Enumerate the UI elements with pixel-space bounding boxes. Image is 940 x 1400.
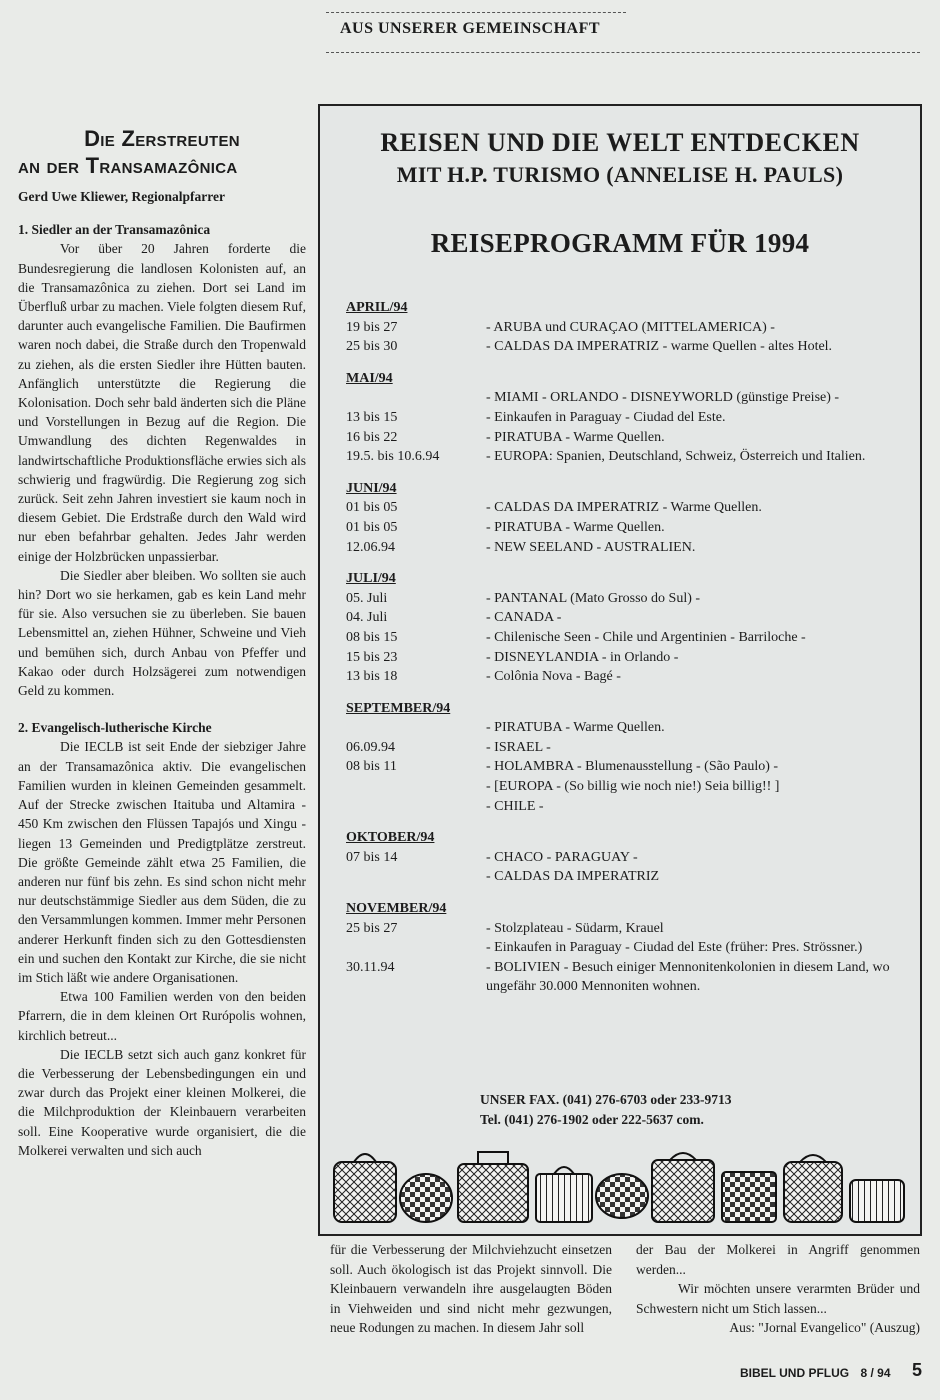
schedule-date [346, 797, 486, 817]
schedule-destination: - CHILE - [486, 798, 544, 814]
month-heading: JULI/94 [346, 571, 396, 587]
schedule-destination: - NEW SEELAND - AUSTRALIEN. [486, 539, 696, 555]
schedule-row [346, 648, 906, 668]
schedule-destination: - CALDAS DA IMPERATRIZ - warme Quellen - altes Hotel. [486, 339, 833, 355]
schedule-destination: - Einkaufen in Paraguay - Ciudad del Este (früher: Pres. Strössner.) [486, 940, 863, 956]
schedule-row [346, 919, 906, 939]
schedule-date: 07 bis 14 [346, 849, 398, 865]
schedule-destination: - BOLIVIEN - Besuch einiger Mennonitenkolonien in diesem Land, wo ungefähr 30.000 Mennoniten wohnen. [486, 959, 890, 995]
schedule-destination: - Einkaufen in Paraguay - Ciudad del Este. [486, 409, 726, 425]
month-heading: JUNI/94 [346, 480, 397, 496]
section2-paragraph2: Etwa 100 Familien werden von den beiden Pfarrern, die in dem kleinen Ort Rurópolis wohnen, kirchlich betreut... [18, 989, 306, 1043]
schedule-destination: - CHACO - PARAGUAY - [486, 849, 638, 865]
schedule-destination: - MIAMI - ORLANDO - DISNEYWORLD (günstige Preise) - [486, 390, 840, 406]
section1-paragraph1: Vor über 20 Jahren forderte die Bundesregierung die landlosen Kolonisten auf, an die Transamazônica zu ziehen. Dort sei Land im Überfluß urbar zu machen. Viele folgten diesem Ruf, darunter auch evangelische Familien. Die Baufirmen waren noch dabei, die Straße durch den Tropenwald zu ziehen, als die ersten Siedler ihre Hütten bauten. Anfänglich unterstützte die Regierung die Kolonisation. Doch sehr bald änderten sich die Pläne und Vorstellungen in Bezug auf die Region. Die Umwandlung des dichten Regenwaldes in landwirtschaftliche Produktionsfläche erwies sich als schwierig und fragwürdig. Die Regierung zog sich zurück. Seit zehn Jahren investiert sie kaum noch in diesem Gebiet. Die Erdstraße durch den Wald wird nur eben befahrbar gehalten. Jedes Jahr werden einige der Holzbrücken unpassierbar. [18, 241, 306, 564]
schedule-destination: - HOLAMBRA - Blumenausstellung - (São Paulo) - [486, 759, 779, 775]
bottom-column-2-paragraph1: der Bau der Molkerei in Angriff genommen werden... [636, 1242, 920, 1277]
schedule-date [346, 718, 486, 738]
month-heading: MAI/94 [346, 370, 393, 386]
month-heading: SEPTEMBER/94 [346, 700, 451, 716]
bottom-column-2 [636, 1240, 920, 1338]
bottom-column-1-text: für die Verbesserung der Milchviehzucht einsetzen soll. Auch ökologisch ist das Projekt sinnvoll. Die Kleinbauern verwandeln ihre ausgelaugten Böden in Viehweiden und sind nicht mehr gezwungen, neue Rodungen zu machen. In diesem Jahr soll [330, 1242, 612, 1335]
schedule-destination: - EUROPA: Spanien, Deutschland, Schweiz, Österreich und Italien. [486, 449, 866, 465]
schedule-destination: - DISNEYLANDIA - in Orlando - [486, 649, 679, 665]
month-heading: NOVEMBER/94 [346, 901, 447, 917]
article-title [18, 125, 306, 179]
schedule-date [346, 777, 486, 797]
schedule-destination: - [EUROPA - (So billig wie noch nie!) Seia billig!! ] [486, 779, 780, 795]
schedule-row [346, 589, 906, 609]
schedule-date: 01 bis 05 [346, 500, 398, 516]
schedule-date: 12.06.94 [346, 539, 395, 555]
schedule-row [346, 867, 906, 887]
article-column [18, 125, 306, 1160]
schedule-row [346, 848, 906, 868]
schedule-row [346, 388, 906, 408]
schedule-destination: - CALDAS DA IMPERATRIZ - Warme Quellen. [486, 500, 762, 516]
schedule-row [346, 498, 906, 518]
program-title: REISEPROGRAMM FÜR 1994 [430, 228, 810, 258]
schedule-date: 08 bis 15 [346, 629, 398, 645]
schedule-row [346, 538, 906, 558]
section1-paragraph2: Die Siedler aber bleiben. Wo sollten sie auch hin? Dort wo sie herkamen, gab es kein Land mehr für sie. Also versuchen sie zu überleben. Sie bauen Lebensmittel an, ziehen Hühner, Schweine und Vieh und bemühen sich, durch Anbau von Pfeffer und Kakao oder durch Holzsägerei zum notwendigen Geld zu kommen. [18, 567, 306, 699]
schedule-date: 16 bis 22 [346, 429, 398, 445]
header-rule [326, 52, 920, 53]
article-source: Aus: "Jornal Evangelico" (Auszug) [729, 1320, 920, 1335]
article-author: Gerd Uwe Kliewer, Regionalpfarrer [18, 189, 225, 204]
schedule-date: 25 bis 27 [346, 920, 398, 936]
travel-advertisement [318, 104, 922, 1236]
schedule-date: 13 bis 18 [346, 669, 398, 685]
schedule-date [346, 388, 486, 408]
ad-headline: REISEN UND DIE WELT ENTDECKEN [380, 128, 860, 157]
schedule-destination: - Stolzplateau - Südarm, Krauel [486, 920, 664, 936]
schedule-date: 19 bis 27 [346, 319, 398, 335]
schedule-destination: - PANTANAL (Mato Grosso do Sul) - [486, 590, 701, 606]
section2-heading: 2. Evangelisch-lutherische Kirche [18, 720, 212, 736]
schedule-destination: - Chilenische Seen - Chile und Argentinien - Barriloche - [486, 629, 806, 645]
issue-number: 8 / 94 [860, 1366, 891, 1380]
schedule-row [346, 518, 906, 538]
schedule-destination: - ARUBA und CURAÇAO (MITTELAMERICA) - [486, 319, 775, 335]
schedule-destination: - PIRATUBA - Warme Quellen. [486, 519, 665, 535]
magazine-name: BIBEL UND PFLUG [740, 1366, 850, 1380]
bottom-column-2-paragraph2: Wir möchten unsere verarmten Brüder und Schwestern nicht um Stich lassen... [636, 1281, 920, 1316]
schedule-row [346, 718, 906, 738]
footer [740, 1366, 891, 1380]
month-heading: APRIL/94 [346, 300, 408, 315]
schedule-row [346, 608, 906, 628]
schedule-date: 04. Juli [346, 610, 388, 626]
schedule-date: 06.09.94 [346, 739, 395, 755]
article-title-line1: Die Zerstreuten [84, 126, 240, 151]
section1-heading: 1. Siedler an der Transamazônica [18, 222, 211, 238]
bottom-column-1 [330, 1240, 612, 1338]
schedule-date [346, 938, 486, 958]
schedule-destination: - PIRATUBA - Warme Quellen. [486, 429, 665, 445]
schedule-row [346, 738, 906, 758]
month-heading: OKTOBER/94 [346, 830, 435, 846]
schedule-destination: - PIRATUBA - Warme Quellen. [486, 720, 665, 736]
article-title-line2: an der Transamazônica [18, 153, 238, 178]
section-header: AUS UNSERER GEMEINSCHAFT [339, 20, 601, 37]
schedule-row [346, 408, 906, 428]
schedule-row [346, 628, 906, 648]
contact-info [480, 1090, 731, 1130]
schedule-row [346, 938, 906, 958]
schedule-row [346, 428, 906, 448]
page-number: 5 [912, 1360, 923, 1380]
schedule-destination: - Colônia Nova - Bagé - [486, 669, 621, 685]
phone-number: Tel. (041) 276-1902 oder 222-5637 com. [480, 1112, 704, 1127]
schedule-date: 19.5. bis 10.6.94 [346, 449, 440, 465]
top-rule [326, 12, 626, 13]
schedule-row [346, 447, 906, 467]
schedule-date: 05. Juli [346, 590, 388, 606]
schedule-date: 25 bis 30 [346, 339, 398, 355]
schedule-date: 13 bis 15 [346, 409, 398, 425]
schedule-date: 30.11.94 [346, 959, 395, 975]
schedule-row [346, 318, 906, 338]
section-gap [18, 700, 306, 718]
schedule-row [346, 337, 906, 357]
fax-number: UNSER FAX. (041) 276-6703 oder 233-9713 [480, 1092, 732, 1107]
schedule-date: 08 bis 11 [346, 759, 397, 775]
schedule-row [346, 797, 906, 817]
luggage-illustration-icon [330, 1142, 910, 1226]
schedule-row [346, 958, 906, 997]
section2-paragraph1: Die IECLB ist seit Ende der siebziger Jahre an der Transamazônica aktiv. Die evangelischen Familien wurden in kleinen Gemeinden gesammelt. Auf der Strecke zwischen Itaituba und Altamira - 450 Km zwischen den Flüssen Tapajós und Xingu - liegen 13 Gemeinden und Predigtplätze zerstreut. Die größte Gemeinde zählt etwa 25 Familien, die anderen nur fünf bis zehn. Es sind schon nicht mehr nur deutschstämmige Siedler aus dem Süden, die zu den Versammlungen kommen. Immer mehr Personen anderer Herkunft finden sich zu den Gottesdiensten ein und suchen den Kontakt zur Kirche, die sie nicht im Stich läßt wie andere Organisationen. [18, 739, 306, 985]
schedule-date [346, 867, 486, 887]
schedule-date: 15 bis 23 [346, 649, 398, 665]
schedule-row [346, 777, 906, 797]
section2-paragraph3: Die IECLB setzt sich auch ganz konkret für die Verbesserung der Lebensbedingungen ein und zwar durch das Projekt einer kleinen Molkerei, die die Milchproduktion der Kleinbauern verarbeiten soll. Eine Kooperative wurde organisiert, die die Molkerei verwalten und sich auch [18, 1046, 306, 1158]
travel-schedule [346, 298, 906, 997]
schedule-destination: - CALDAS DA IMPERATRIZ [486, 869, 660, 885]
schedule-row [346, 667, 906, 687]
schedule-destination: - CANADA - [486, 610, 562, 626]
schedule-row [346, 757, 906, 777]
ad-subheadline: MIT H.P. TURISMO (ANNELISE H. PAULS) [396, 162, 844, 187]
schedule-destination: - ISRAEL - [486, 739, 551, 755]
schedule-date: 01 bis 05 [346, 519, 398, 535]
